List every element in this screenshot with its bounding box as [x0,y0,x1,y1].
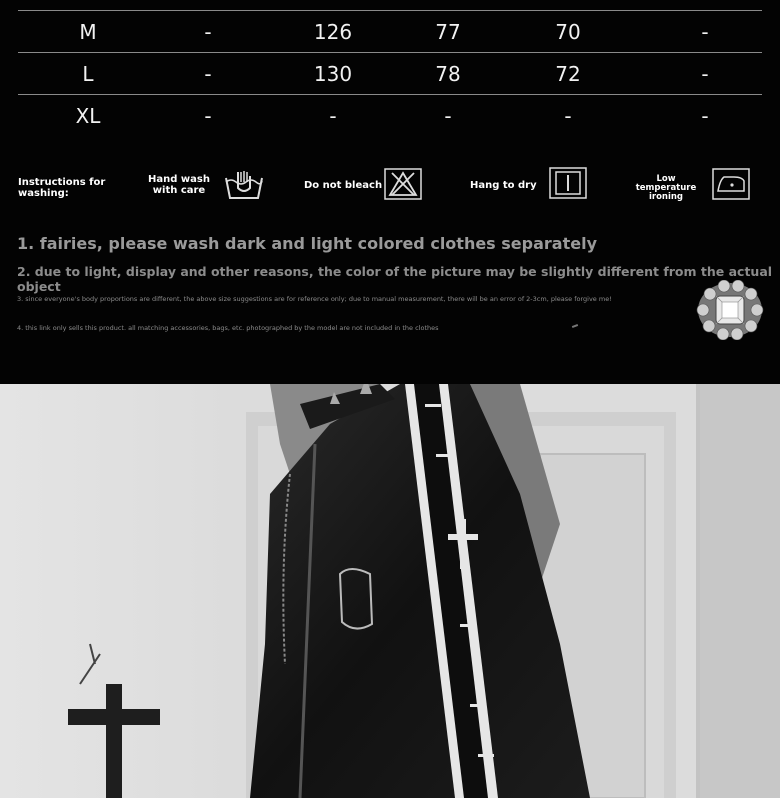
size-cell: 130 [258,53,408,95]
size-cell: 77 [408,11,488,53]
model-photo [0,384,780,798]
size-cell: 126 [258,11,408,53]
size-row-m [18,11,762,53]
size-cell: - [648,95,762,137]
small-mark [572,324,578,328]
model-jacket-photo [0,384,780,798]
size-row-xl [18,95,762,137]
size-table [18,10,762,136]
size-row-l [18,53,762,95]
hand-wash-icon [223,168,265,202]
care-note-2: 2. due to light, display and other reasons, the color of the picture may be slightly different from the actual object [17,264,773,294]
low-iron-label: Low temperature ironing [635,174,697,202]
iron-icon [712,168,750,200]
size-cell: - [648,11,762,53]
washing-title: Instructions for washing: [18,177,106,199]
hand-wash-label: Hand wash with care [148,174,210,196]
care-note-3: 3. since everyone's body proportions are different, the above size suggestions are for reference only; due to manual measurement, there will be an error of 2-3cm, please forgive me! [17,295,612,303]
size-cell: - [488,95,648,137]
rhinestone-brooch-image [696,280,764,340]
no-bleach-label: Do not bleach [304,180,383,191]
size-cell: 72 [488,53,648,95]
hang-dry-label: Hang to dry [470,180,537,191]
product-info-panel [0,0,780,384]
hang-dry-icon [549,167,587,199]
size-cell: - [258,95,408,137]
size-cell: - [408,95,488,137]
size-cell: - [158,11,258,53]
size-cell: 78 [408,53,488,95]
size-cell: XL [18,95,158,137]
care-note-4: 4. this link only sells this product. all matching accessories, bags, etc. photographed by the model are not included in the clothes [17,324,439,332]
size-cell: M [18,11,158,53]
size-cell: L [18,53,158,95]
size-cell: 70 [488,11,648,53]
no-bleach-icon [384,168,422,200]
size-cell: - [648,53,762,95]
size-cell: - [158,53,258,95]
washing-instructions [0,160,780,210]
size-cell: - [158,95,258,137]
care-note-1: 1. fairies, please wash dark and light colored clothes separately [17,234,597,253]
